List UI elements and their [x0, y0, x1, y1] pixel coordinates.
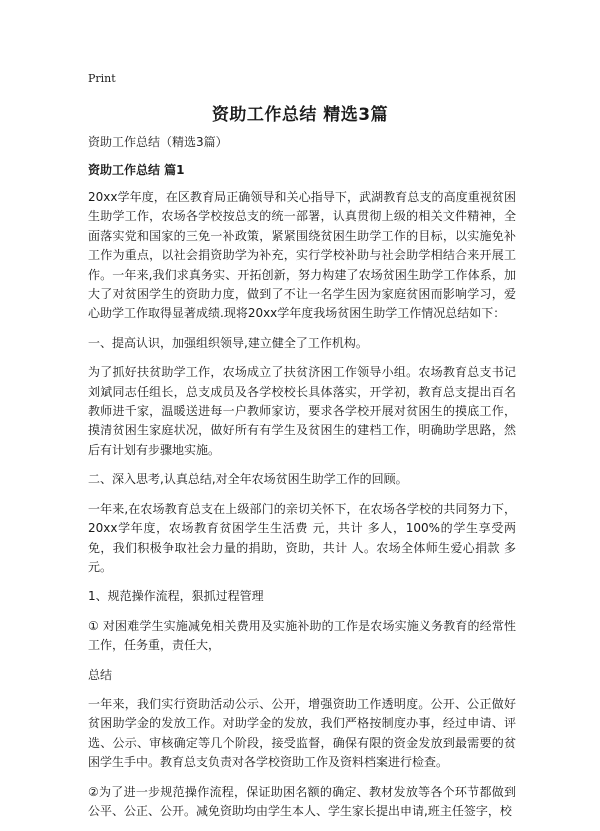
paragraph-organization: 为了抓好扶贫助学工作，农场成立了扶贫济困工作领导小组。农场教育总支书记刘斌同志任组长，总支成员及各学校校长具体落实，开学初，教育总支提出百名教师进千家，温暖送进每一户教师家访，要求各学校开展对贫困生的摸底工作，摸清贫困生家庭状况，做好所有有学生及贫困生的建档工作，明确助学思路，然后有计划有步骤地实施。 — [88, 365, 516, 457]
document-subtitle: 资助工作总结（精选3篇） — [88, 135, 228, 149]
document-body — [88, 132, 516, 831]
document-title: 资助工作总结 精选3篇 — [211, 105, 389, 125]
paragraph-summary-label: 总结 — [88, 667, 113, 682]
section-heading: 资助工作总结 篇1 — [88, 163, 185, 177]
print-label: Print — [88, 72, 116, 85]
paragraph-heading-3: 1、规范操作流程，狠抓过程管理 — [88, 589, 264, 604]
paragraph-item-2: ②为了进一步规范操作流程，保证助困名额的确定、教材发放等各个环节都做到公平、公正、公开。减免资助均由学生本人、学生家长提出申请,班主任签字，校 — [88, 784, 516, 818]
paragraph-review: 一年来,在农场教育总支在上级部门的亲切关怀下，在农场各学校的共同努力下，20xx学年度，农场教育贫困学生生活费 元，共计 多人，100%的学生享受两免，我们积极争取社会力量的捐助，资助，共计 人。农场全体师生爱心捐款 多元。 — [88, 501, 516, 574]
paragraph-publicity: 一年来，我们实行资助活动公示、公开，增强资助工作透明度。公开、公正做好贫困助学金的发放工作。对助学金的发放，我们严格按制度办事，经过申请、评选、公示、审核确定等几个阶段，接受监督，确保有限的资金发放到最需要的贫困学生手中。教育总支负责对各学校资助工作及资料档案进行检查。 — [88, 696, 516, 770]
paragraph-heading-2: 二、深入思考,认真总结,对全年农场贫困生助学工作的回顾。 — [88, 472, 408, 487]
paragraph-heading-1: 一、提高认识，加强组织领导,建立健全了工作机构。 — [88, 335, 368, 350]
paragraph-intro: 20xx学年度，在区教育局正确领导和关心指导下，武湖教育总支的高度重视贫困生助学工作，农场各学校按总支的统一部署，认真贯彻上级的相关文件精神，全面落实党和国家的三免一补政策，紧紧围绕贫困生助学工作的目标，以实施免补工作为重点，以社会捐资助学为补充，实行学校补助与社会助学相结合来开展工作。一年来,我们求真务实、开拓创新，努力构建了农场贫困生助学工作体系，加大了对贫困学生的资助力度，做到了不让一名学生因为家庭贫困而影响学习，爱心助学工作取得显著成绩.现将20xx学年度我场贫困生助学工作情况总结如下： — [88, 190, 516, 321]
paragraph-item-1: ① 对困难学生实施减免相关费用及实施补助的工作是农场实施义务教育的经常性工作，任务重，责任大， — [88, 618, 516, 653]
